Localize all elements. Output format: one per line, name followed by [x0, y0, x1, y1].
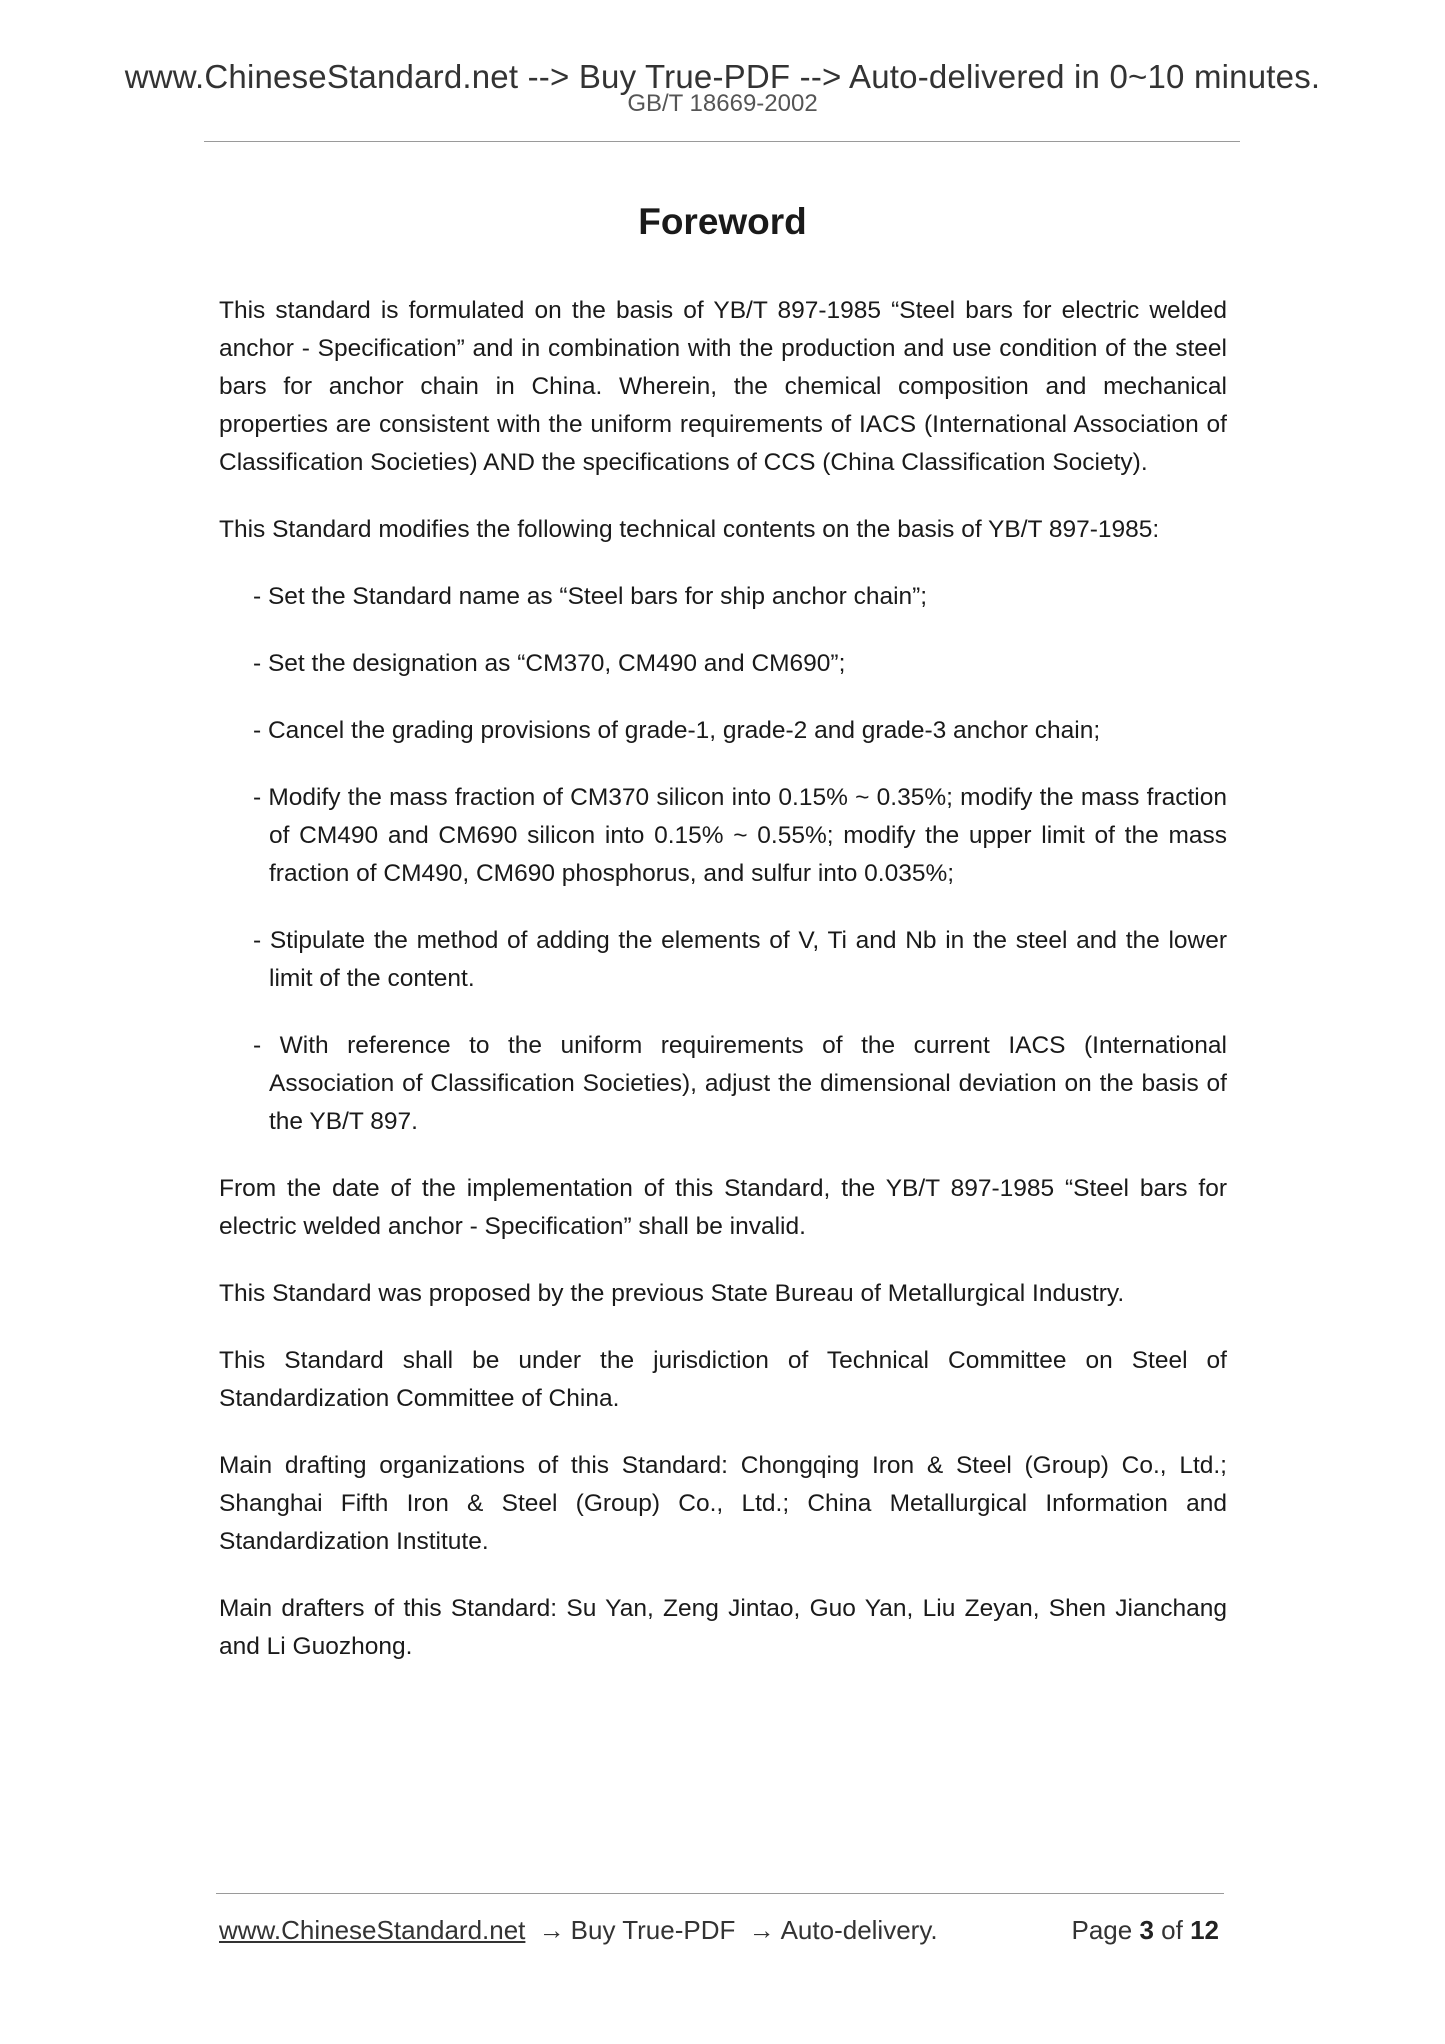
- page-title: Foreword: [638, 201, 807, 242]
- footer-delivery-text: Auto-delivery.: [780, 1915, 938, 1945]
- page-total: 12: [1190, 1915, 1219, 1945]
- invalidation-paragraph: From the date of the implementation of this Standard, the YB/T 897-1985 “Steel bars for electric welded anchor - Specification” shall be invalid.: [219, 1175, 1227, 1240]
- arrow-right-icon: →: [538, 1915, 565, 1945]
- footer-promo: [219, 1914, 938, 1946]
- intro-paragraph: This standard is formulated on the basis of YB/T 897-1985 “Steel bars for electric welded anchor - Specification” and in combination with the production and use condition of the steel bars for anchor chain in China. Wherein, the chemical composition and mechanical properties are consistent with the uniform requirements of IACS (International Association of Classification Societies) AND the specifications of CCS (China Classification Society).: [219, 297, 1227, 476]
- drafting-organizations-paragraph: Main drafting organizations of this Standard: Chongqing Iron & Steel (Group) Co., Ltd.; Shanghai Fifth Iron & Steel (Group) Co., Ltd.; China Metallurgical Information and Standardization Institute.: [219, 1452, 1227, 1555]
- arrow-right-icon: →: [748, 1915, 775, 1945]
- page-current: 3: [1139, 1915, 1154, 1945]
- list-item: - Cancel the grading provisions of grade-1, grade-2 and grade-3 anchor chain;: [253, 717, 1101, 744]
- list-item: - With reference to the uniform requirements of the current IACS (International Association of Classification Societies), adjust the dimensional deviation on the basis of the YB/T 897.: [253, 1032, 1227, 1135]
- jurisdiction-paragraph: This Standard shall be under the jurisdiction of Technical Committee on Steel of Standardization Committee of China.: [219, 1347, 1227, 1412]
- list-item: - Modify the mass fraction of CM370 silicon into 0.15% ~ 0.35%; modify the mass fraction of CM490 and CM690 silicon into 0.15% ~ 0.55%; modify the upper limit of the mass fraction of CM490, CM690 phosphorus, and sulfur into 0.035%;: [253, 784, 1227, 887]
- list-item: - Set the Standard name as “Steel bars for ship anchor chain”;: [253, 583, 928, 610]
- footer-site-link[interactable]: www.ChineseStandard.net: [219, 1915, 526, 1945]
- page-number: [1071, 1914, 1219, 1946]
- list-item: - Stipulate the method of adding the elements of V, Ti and Nb in the steel and the lower limit of the content.: [253, 927, 1227, 992]
- of-label: of: [1161, 1915, 1183, 1945]
- footer-buy-text: Buy True-PDF: [570, 1915, 736, 1945]
- standard-code: GB/T 18669-2002: [627, 90, 818, 117]
- header-divider: [204, 141, 1240, 142]
- drafters-paragraph: Main drafters of this Standard: Su Yan, Zeng Jintao, Guo Yan, Liu Zeyan, Shen Jianchang and Li Guozhong.: [219, 1595, 1227, 1660]
- top-banner: www.ChineseStandard.net --> Buy True-PDF --> Auto-delivered in 0~10 minutes.: [124, 58, 1321, 95]
- modifications-intro: This Standard modifies the following technical contents on the basis of YB/T 897-1985:: [219, 516, 1160, 543]
- proposer-paragraph: This Standard was proposed by the previous State Bureau of Metallurgical Industry.: [219, 1280, 1125, 1307]
- document-body: [219, 292, 1227, 1695]
- list-item: - Set the designation as “CM370, CM490 and CM690”;: [253, 650, 846, 677]
- page-label: Page: [1071, 1915, 1133, 1945]
- footer-divider: [216, 1893, 1224, 1894]
